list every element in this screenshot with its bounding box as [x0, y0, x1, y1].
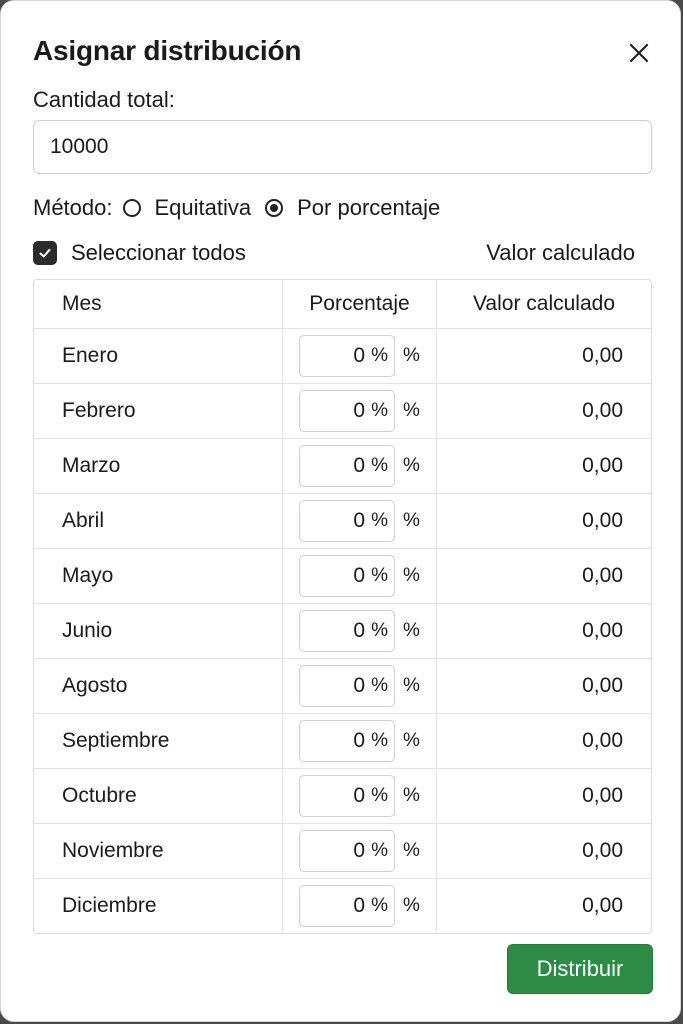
percentage-input[interactable]	[299, 885, 395, 927]
month-name: Diciembre	[34, 879, 283, 933]
percentage-unit: %	[371, 730, 388, 751]
percentage-suffix: %	[403, 400, 420, 421]
table-row	[34, 713, 651, 768]
close-icon[interactable]	[623, 37, 655, 69]
percentage-cell	[283, 659, 437, 713]
percentage-suffix: %	[403, 730, 420, 751]
month-name: Octubre	[34, 769, 283, 823]
percentage-input[interactable]	[299, 775, 395, 817]
table-row	[34, 328, 651, 383]
check-icon[interactable]	[33, 241, 57, 265]
percentage-cell	[283, 604, 437, 658]
percentage-unit: %	[371, 510, 388, 531]
radio-porcentaje[interactable]	[265, 199, 283, 217]
percentage-cell	[283, 439, 437, 493]
percentage-suffix: %	[403, 455, 420, 476]
month-name: Junio	[34, 604, 283, 658]
table-row	[34, 768, 651, 823]
table-row	[34, 603, 651, 658]
percentage-suffix: %	[403, 510, 420, 531]
percentage-unit: %	[371, 455, 388, 476]
percentage-unit: %	[371, 785, 388, 806]
percentage-suffix: %	[403, 840, 420, 861]
percentage-value: 0	[353, 839, 366, 862]
percentage-cell	[283, 879, 437, 933]
percentage-input[interactable]	[299, 720, 395, 762]
percentage-value: 0	[353, 619, 366, 642]
percentage-suffix: %	[403, 675, 420, 696]
calculated-value: 0,00	[582, 729, 623, 752]
percentage-suffix: %	[403, 895, 420, 916]
table-row	[34, 383, 651, 438]
total-input[interactable]	[33, 120, 652, 174]
table-row	[34, 823, 651, 878]
percentage-unit: %	[371, 895, 388, 916]
percentage-input[interactable]	[299, 500, 395, 542]
calculated-value: 0,00	[582, 344, 623, 367]
month-name: Agosto	[34, 659, 283, 713]
percentage-cell	[283, 384, 437, 438]
percentage-value: 0	[353, 894, 366, 917]
month-name: Mayo	[34, 549, 283, 603]
table-row	[34, 548, 651, 603]
table-header-row	[34, 280, 651, 328]
percentage-input[interactable]	[299, 390, 395, 432]
month-name: Abril	[34, 494, 283, 548]
table-body	[34, 328, 651, 933]
column-header-mes: Mes	[34, 280, 283, 328]
calculated-value: 0,00	[582, 399, 623, 422]
percentage-input[interactable]	[299, 555, 395, 597]
distribute-button[interactable]: Distribuir	[507, 944, 653, 994]
percentage-input[interactable]	[299, 335, 395, 377]
percentage-unit: %	[371, 565, 388, 586]
method-option-equitativa[interactable]	[123, 195, 252, 221]
select-all-checkbox[interactable]	[33, 240, 246, 266]
radio-equitativa[interactable]	[123, 199, 141, 217]
percentage-unit: %	[371, 840, 388, 861]
percentage-value: 0	[353, 344, 366, 367]
percentage-cell	[283, 494, 437, 548]
percentage-input[interactable]	[299, 445, 395, 487]
percentage-cell	[283, 769, 437, 823]
month-name: Marzo	[34, 439, 283, 493]
percentage-value: 0	[353, 674, 366, 697]
method-label: Método:	[33, 195, 113, 220]
percentage-value: 0	[353, 784, 366, 807]
percentage-suffix: %	[403, 345, 420, 366]
percentage-input[interactable]	[299, 610, 395, 652]
percentage-unit: %	[371, 620, 388, 641]
calculated-value: 0,00	[582, 454, 623, 477]
percentage-value: 0	[353, 564, 366, 587]
method-row	[33, 193, 440, 223]
percentage-cell	[283, 824, 437, 878]
table-row	[34, 878, 651, 933]
calculated-value: 0,00	[582, 894, 623, 917]
column-header-porcentaje: Porcentaje	[283, 280, 437, 328]
month-name: Noviembre	[34, 824, 283, 878]
month-name: Enero	[34, 329, 283, 383]
percentage-unit: %	[371, 675, 388, 696]
table-row	[34, 493, 651, 548]
percentage-unit: %	[371, 400, 388, 421]
percentage-suffix: %	[403, 620, 420, 641]
calculated-value: 0,00	[582, 509, 623, 532]
percentage-cell	[283, 549, 437, 603]
method-option-label: Equitativa	[154, 195, 252, 220]
calculated-value: 0,00	[582, 839, 623, 862]
percentage-unit: %	[371, 345, 388, 366]
select-all-label: Seleccionar todos	[71, 240, 246, 265]
method-option-label: Por porcentaje	[297, 195, 441, 220]
distribution-table	[33, 279, 652, 934]
calculated-value: 0,00	[582, 619, 623, 642]
table-row	[34, 438, 651, 493]
percentage-value: 0	[353, 454, 366, 477]
dialog-title: Asignar distribución	[33, 35, 302, 66]
percentage-cell	[283, 329, 437, 383]
percentage-input[interactable]	[299, 665, 395, 707]
percentage-input[interactable]	[299, 830, 395, 872]
percentage-value: 0	[353, 729, 366, 752]
calculated-value: 0,00	[582, 674, 623, 697]
month-name: Febrero	[34, 384, 283, 438]
percentage-suffix: %	[403, 785, 420, 806]
method-option-porcentaje[interactable]	[265, 195, 440, 221]
table-row	[34, 658, 651, 713]
column-header-valor: Valor calculado	[472, 292, 616, 315]
total-label: Cantidad total:	[33, 87, 175, 112]
percentage-value: 0	[353, 399, 366, 422]
calc-header: Valor calculado	[486, 240, 635, 265]
calculated-value: 0,00	[582, 784, 623, 807]
month-name: Septiembre	[34, 714, 283, 768]
percentage-value: 0	[353, 509, 366, 532]
calculated-value: 0,00	[582, 564, 623, 587]
percentage-suffix: %	[403, 565, 420, 586]
percentage-cell	[283, 714, 437, 768]
